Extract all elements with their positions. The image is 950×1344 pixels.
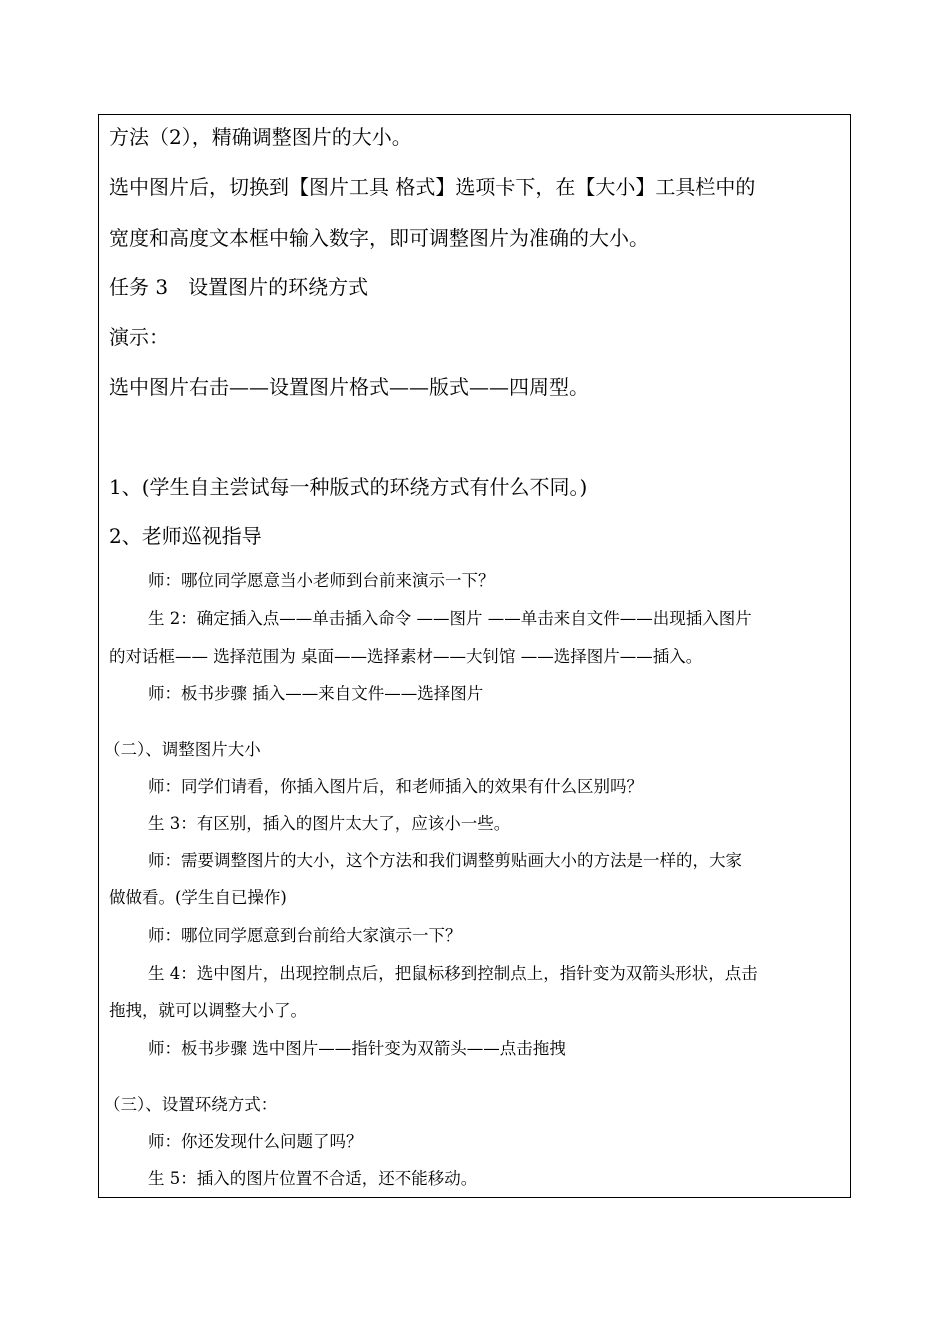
demo-label: 演示：: [109, 325, 169, 349]
student3-line: 生 3：有区别，插入的图片太大了，应该小一些。: [148, 814, 511, 833]
task3-heading: [109, 277, 368, 297]
item-1: 1、(学生自主尝试每一种版式的环绕方式有什么不同。): [109, 475, 588, 499]
section-2-title: （二）、调整图片大小: [104, 740, 261, 759]
task3-prefix: 任务 3: [109, 275, 169, 299]
student4-line-2: 拖拽，就可以调整大小了。: [109, 1001, 307, 1020]
method2-line-2: 宽度和高度文本框中输入数字，即可调整图片为准确的大小。: [109, 226, 649, 250]
teacher-line-1: 师：哪位同学愿意当小老师到台前来演示一下？: [148, 571, 495, 590]
item-2: 2、老师巡视指导: [109, 524, 262, 548]
student2-line-2: 的对话框—— 选择范围为 桌面——选择素材——大钊馆 ——选择图片——插入。: [109, 647, 703, 666]
teacher-line-5: 师：哪位同学愿意到台前给大家演示一下？: [148, 926, 462, 945]
student5-line: 生 5：插入的图片位置不合适，还不能移动。: [148, 1169, 478, 1188]
teacher-line-4b: 做做看。(学生自已操作): [109, 888, 287, 907]
teacher-line-7: 师：你还发现什么问题了吗？: [148, 1132, 363, 1151]
teacher-line-3: 师：同学们请看，你插入图片后，和老师插入的效果有什么区别吗？: [148, 777, 643, 796]
teacher-line-6: 师：板书步骤 选中图片——指针变为双箭头——点击拖拽: [148, 1039, 566, 1058]
section-3-title: （三）、设置环绕方式：: [104, 1095, 278, 1114]
demo-steps: 选中图片右击——设置图片格式——版式——四周型。: [109, 375, 589, 399]
task3-title: 设置图片的环绕方式: [188, 275, 369, 299]
teacher-line-4a: 师：需要调整图片的大小，这个方法和我们调整剪贴画大小的方法是一样的，大家: [148, 851, 742, 870]
teacher-line-2: 师：板书步骤 插入——来自文件——选择图片: [148, 684, 484, 703]
student4-line-1: 生 4：选中图片，出现控制点后，把鼠标移到控制点上，指针变为双箭头形状，点击: [148, 964, 758, 983]
method2-title: 方法（2），精确调整图片的大小。: [109, 125, 412, 149]
method2-line-1: 选中图片后，切换到【图片工具 格式】选项卡下，在【大小】工具栏中的: [109, 175, 756, 199]
student2-line-1: 生 2：确定插入点——单击插入命令 ——图片 ——单击来自文件——出现插入图片: [148, 609, 752, 628]
